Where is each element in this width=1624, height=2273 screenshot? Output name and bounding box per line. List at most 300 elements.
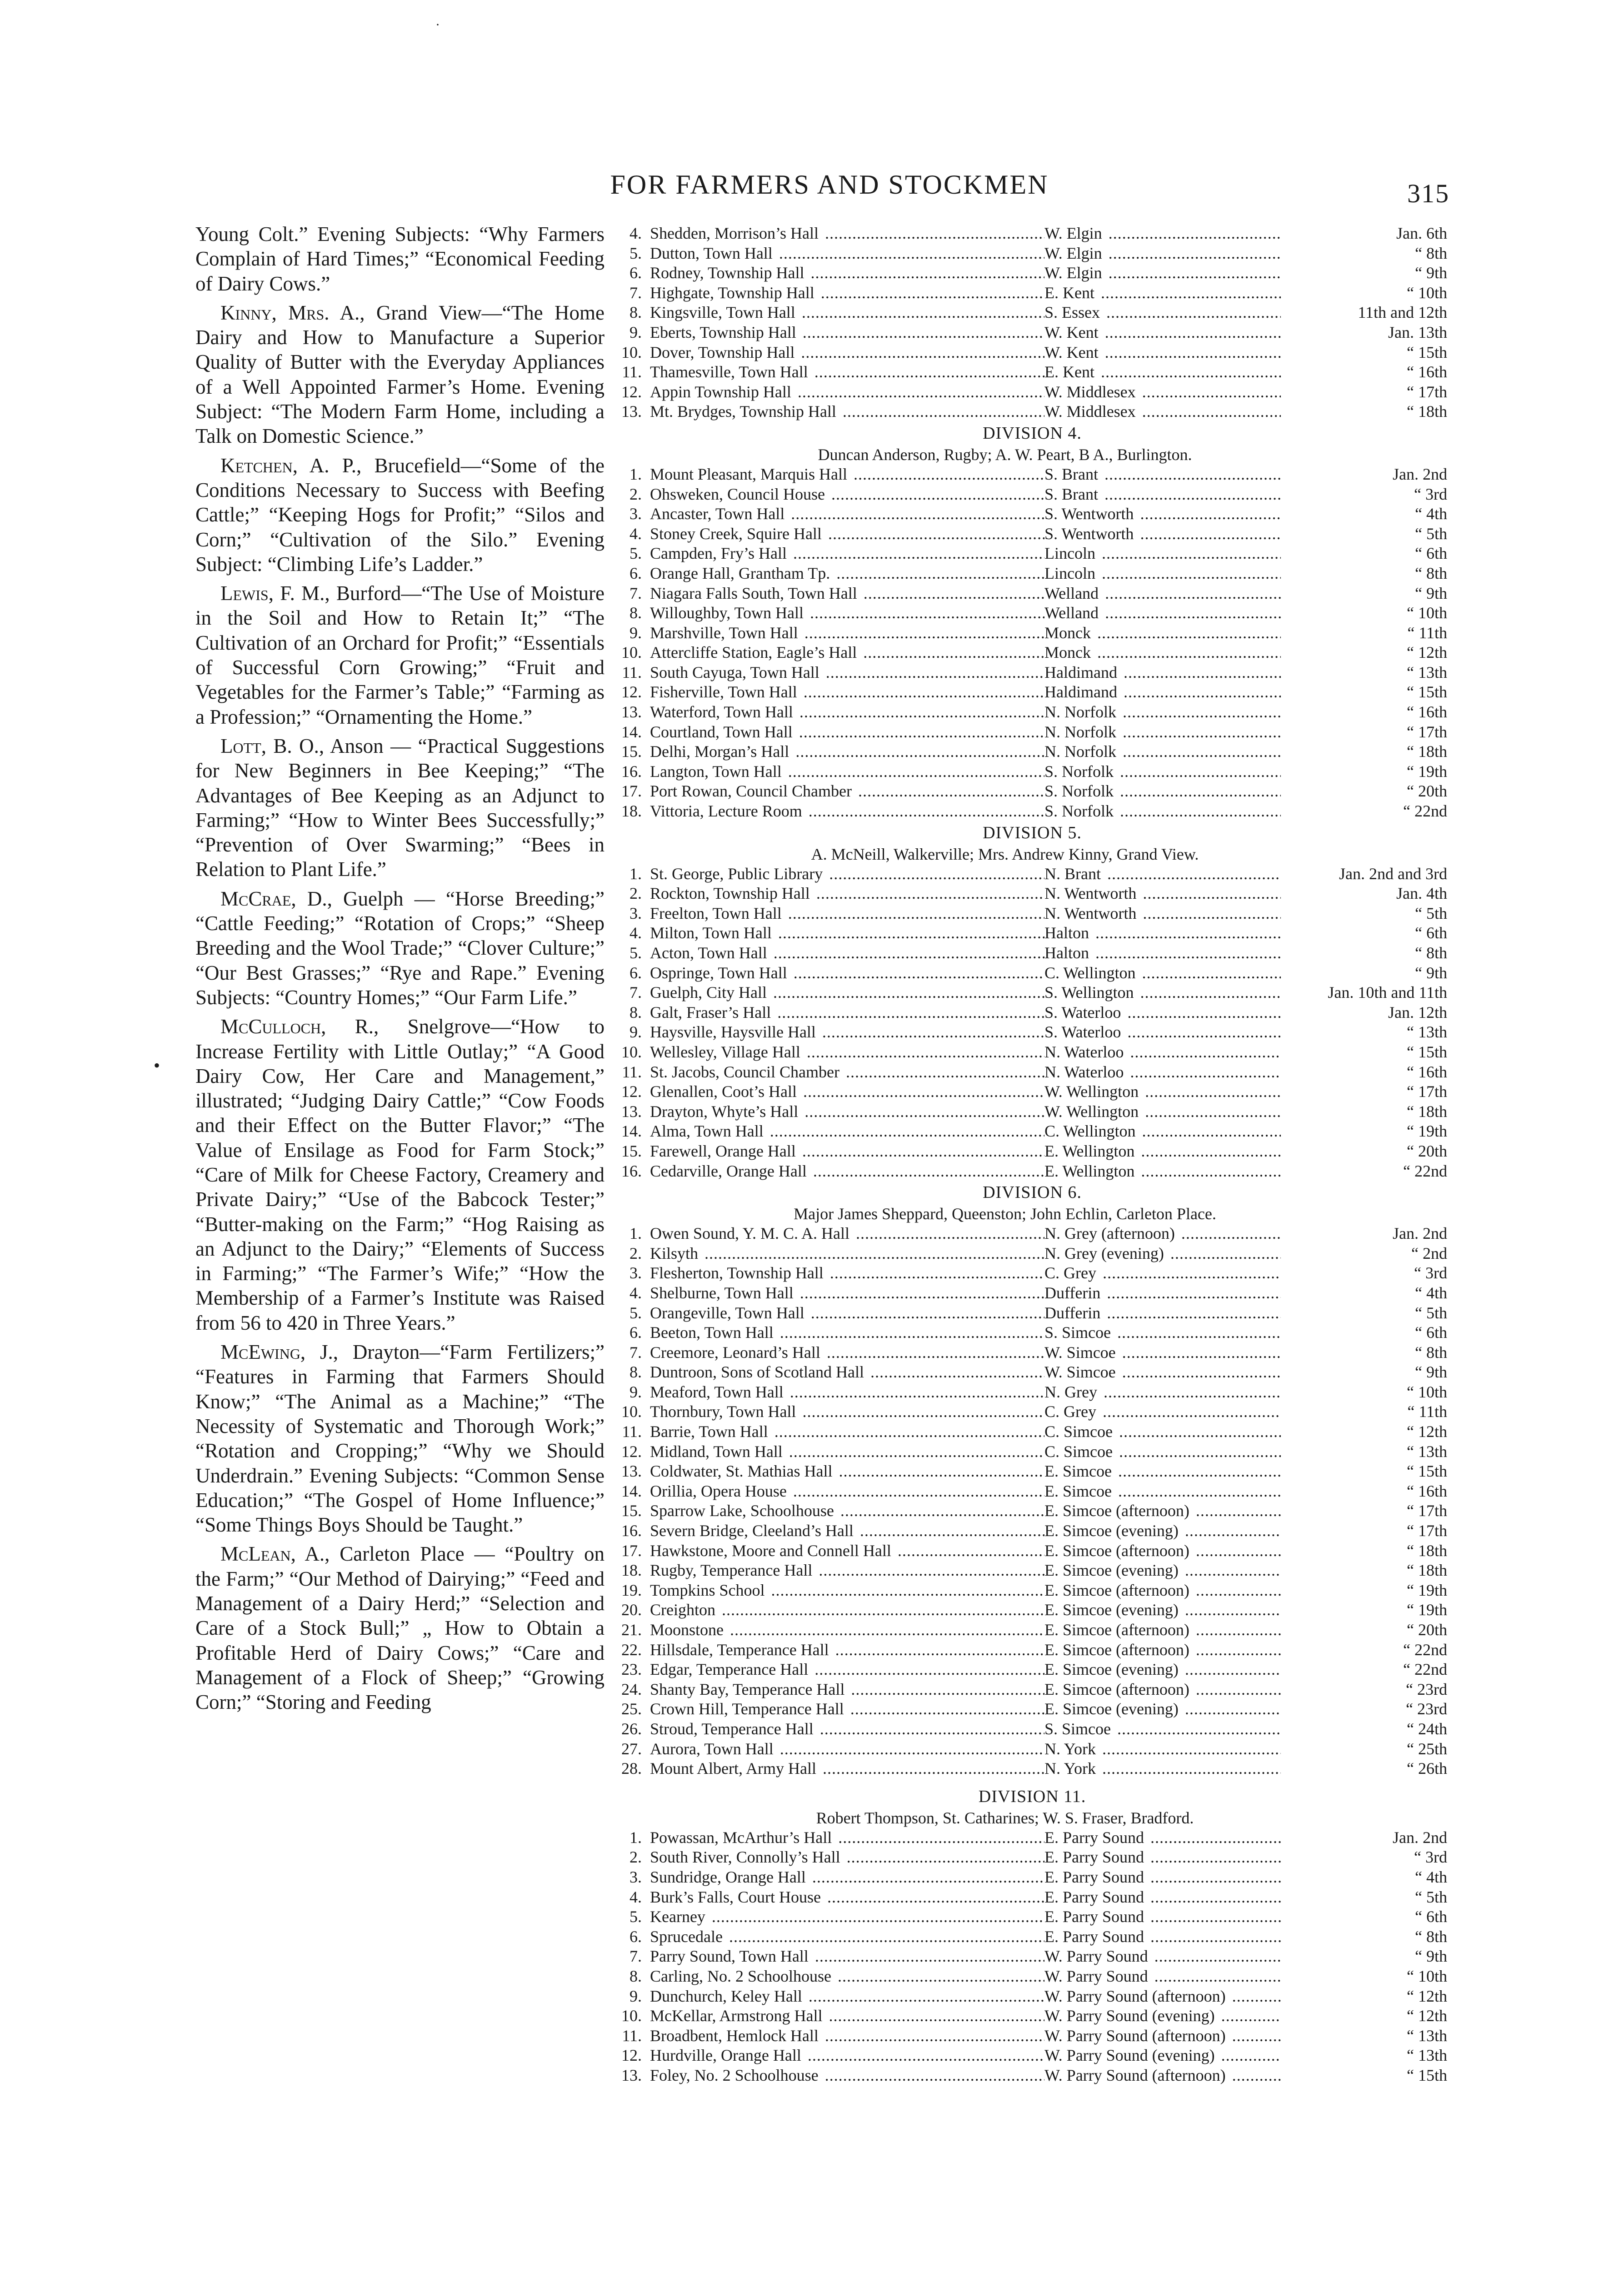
meeting-place-cell <box>650 1482 1054 1502</box>
entry-text: “The Home Dairy and How to Manufacture a Superior Quality of Butter with the Everyday Appliances of a Well Appointed Farmer’s Home. Evening Subject: “The Modern Farm Home, including a Talk on Domestic Science.” <box>195 301 605 448</box>
meeting-date: “ 16th <box>1281 362 1447 382</box>
meeting-place-cell <box>650 1343 1054 1363</box>
meeting-row <box>617 1887 1447 1908</box>
meeting-date: “ 16th <box>1281 1062 1447 1082</box>
meeting-county: W. Parry Sound (afternoon) <box>1044 2027 1228 2045</box>
meeting-place-cell <box>650 1640 1054 1660</box>
meeting-place: Ancaster, Town Hall <box>650 505 786 523</box>
meeting-number: 24. <box>621 1680 642 1698</box>
meeting-row <box>617 1224 1447 1244</box>
meeting-county: E. Simcoe (afternoon) <box>1044 1680 1191 1698</box>
meeting-place: Powassan, McArthur’s Hall <box>650 1828 834 1847</box>
meeting-row <box>617 465 1447 485</box>
meeting-place-cell <box>650 1042 1054 1062</box>
meeting-number: 3. <box>630 904 642 922</box>
meeting-place-cell <box>650 343 1054 363</box>
lecturer-name: Ketchen, A. P., <box>220 454 362 477</box>
meeting-date: “ 16th <box>1281 1482 1447 1502</box>
lecturer-location: Guelph — <box>343 887 435 910</box>
meeting-date: “ 2nd <box>1281 1244 1447 1264</box>
meeting-number: 11. <box>622 663 642 681</box>
meeting-place: Rugby, Temperance Hall <box>650 1561 814 1579</box>
entry-text: “Farm Fertilizers;” “Features in Farming that Farmers Should Know;” “The Animal as a Machine;” “The Necessity of Systematic and Thorough Work;” “Rotation and Cropping;” “Why we Should Underdrain.” Evening Subjects: “Common Sense Education;” “The Gospel of Home Influence;” “Some Things Boys Should be Taught.” <box>195 1341 605 1537</box>
meeting-county: W. Elgin <box>1044 264 1104 282</box>
meeting-number: 12. <box>621 683 642 701</box>
meeting-county: E. Simcoe (afternoon) <box>1044 1621 1191 1639</box>
lecturer-entry <box>195 300 605 449</box>
meeting-place-cell <box>650 742 1054 762</box>
meeting-row <box>617 1422 1447 1442</box>
meeting-place-cell <box>650 564 1054 584</box>
meeting-place: Acton, Town Hall <box>650 944 769 962</box>
meeting-place: Haysville, Haysville Hall <box>650 1023 818 1041</box>
meeting-county: E. Simcoe (evening) <box>1044 1601 1180 1619</box>
meeting-row <box>617 2026 1447 2046</box>
meeting-place-cell <box>650 485 1054 505</box>
meeting-number: 16. <box>621 762 642 781</box>
meeting-row <box>617 1042 1447 1062</box>
meeting-date: “ 18th <box>1281 402 1447 422</box>
meeting-row <box>617 781 1447 801</box>
lecturer-location: Burford— <box>336 582 422 605</box>
meeting-date: “ 12th <box>1281 643 1447 663</box>
meeting-number: 4. <box>630 924 642 942</box>
meeting-place-cell <box>650 762 1054 782</box>
meeting-place-cell <box>650 1224 1054 1244</box>
lecturer-name: McEwing, J., <box>220 1341 339 1364</box>
division-heading: DIVISION 11. <box>978 1787 1086 1806</box>
meeting-date: “ 17th <box>1281 722 1447 742</box>
meeting-county: W. Parry Sound (afternoon) <box>1044 2066 1228 2084</box>
meeting-place: Farewell, Orange Hall <box>650 1142 798 1160</box>
meeting-place-cell <box>650 382 1054 402</box>
meeting-place: St. George, Public Library <box>650 865 824 883</box>
meeting-county: S. Wellington <box>1044 983 1135 1001</box>
meeting-place: Sundridge, Orange Hall <box>650 1868 808 1886</box>
meeting-number: 1. <box>630 1828 642 1847</box>
meeting-county: E. Parry Sound <box>1044 1868 1146 1886</box>
meeting-place-cell <box>650 1402 1054 1422</box>
meeting-county: E. Simcoe <box>1044 1482 1114 1500</box>
lecturer-entry <box>195 581 605 729</box>
meeting-county: C. Grey <box>1044 1402 1098 1421</box>
meeting-county: S. Wentworth <box>1044 505 1135 523</box>
meeting-place-cell <box>650 1561 1054 1581</box>
meeting-number: 19. <box>621 1581 642 1599</box>
meeting-row <box>617 1402 1447 1422</box>
meeting-place: Broadbent, Hemlock Hall <box>650 2027 820 2045</box>
meeting-number: 7. <box>630 1947 642 1966</box>
meeting-county: S. Wentworth <box>1044 525 1135 543</box>
meeting-row <box>617 603 1447 623</box>
meeting-date: “ 17th <box>1281 1082 1447 1102</box>
meeting-place: South Cayuga, Town Hall <box>650 663 821 681</box>
lecturer-name: McCulloch, R., <box>220 1015 379 1038</box>
meeting-county: S. Norfolk <box>1044 802 1115 820</box>
meeting-place-cell <box>650 1501 1054 1521</box>
meeting-date: “ 23rd <box>1281 1699 1447 1719</box>
meeting-number: 17. <box>621 1541 642 1560</box>
division-heading: DIVISION 5. <box>983 823 1082 842</box>
meeting-place-cell <box>650 682 1054 702</box>
meeting-number: 14. <box>621 1122 642 1141</box>
meeting-county: Halton <box>1044 944 1091 962</box>
meeting-number: 22. <box>621 1640 642 1659</box>
meeting-place-cell <box>650 263 1054 283</box>
meeting-place-cell <box>650 1541 1054 1561</box>
lecturer-name: Lott, B. O., <box>220 734 325 757</box>
meeting-date: “ 12th <box>1281 2006 1447 2026</box>
meeting-county: S. Brant <box>1044 485 1100 503</box>
meeting-county: E. Parry Sound <box>1044 1848 1146 1866</box>
meeting-place: Ohsweken, Council House <box>650 485 827 503</box>
entry-text: Young Colt.” Evening Subjects: “Why Farmers Complain of Hard Times;” “Economical Feeding of Dairy Cows.” <box>195 223 605 295</box>
meeting-place-cell <box>650 1082 1054 1102</box>
meeting-number: 5. <box>630 244 642 262</box>
meeting-number: 4. <box>630 224 642 242</box>
meeting-number: 9. <box>630 323 642 341</box>
meeting-county: S. Norfolk <box>1044 762 1115 781</box>
meeting-row <box>617 244 1447 264</box>
meeting-number: 4. <box>630 1283 642 1302</box>
meeting-county: E. Parry Sound <box>1044 1888 1146 1906</box>
lecturer-entry <box>195 886 605 1010</box>
meeting-place-cell <box>650 1142 1054 1162</box>
meeting-row <box>617 943 1447 963</box>
meeting-date: Jan. 13th <box>1281 323 1447 343</box>
meeting-county: W. Simcoe <box>1044 1343 1118 1362</box>
meeting-number: 6. <box>630 1927 642 1946</box>
division-lecturers: Robert Thompson, St. Catharines; W. S. Fraser, Bradford. <box>816 1808 1194 1827</box>
meeting-county: Dufferin <box>1044 1284 1102 1302</box>
meeting-place-cell <box>650 544 1054 564</box>
meeting-county: W. Middlesex <box>1044 402 1138 421</box>
meeting-date: “ 5th <box>1281 1303 1447 1323</box>
meetings-schedule-column <box>617 224 1447 2085</box>
lecturer-entry <box>195 1340 605 1537</box>
meeting-county: Dufferin <box>1044 1304 1102 1322</box>
meeting-county: Monck <box>1044 643 1093 661</box>
meeting-place-cell <box>650 1847 1054 1867</box>
meeting-row <box>617 1541 1447 1561</box>
meeting-place-cell <box>650 663 1054 683</box>
meeting-number: 7. <box>630 983 642 1002</box>
meeting-number: 10. <box>621 1402 642 1421</box>
division-4-meetings <box>617 465 1447 821</box>
meeting-county: E. Simcoe (afternoon) <box>1044 1502 1191 1520</box>
meeting-county: W. Parry Sound (evening) <box>1044 2046 1217 2064</box>
meeting-place-cell <box>650 1442 1054 1462</box>
meeting-place: Sprucedale <box>650 1928 725 1946</box>
meeting-row <box>617 382 1447 402</box>
running-title: FOR FARMERS AND STOCKMEN <box>610 170 1049 200</box>
meeting-row <box>617 742 1447 762</box>
meeting-place: Sparrow Lake, Schoolhouse <box>650 1502 836 1520</box>
meeting-date: “ 12th <box>1281 1987 1447 2007</box>
meeting-date: “ 5th <box>1281 904 1447 924</box>
meeting-number: 8. <box>630 1967 642 1985</box>
meeting-number: 10. <box>621 2007 642 2025</box>
meeting-place: Freelton, Town Hall <box>650 904 784 922</box>
meeting-place: Dunchurch, Keley Hall <box>650 1987 804 2005</box>
meeting-place: Guelph, City Hall <box>650 983 769 1001</box>
meeting-county: E. Wellington <box>1044 1162 1136 1180</box>
meeting-number: 2. <box>630 1244 642 1262</box>
meeting-place-cell <box>650 1867 1054 1887</box>
meeting-date: “ 15th <box>1281 1042 1447 1062</box>
meeting-row <box>617 1382 1447 1402</box>
entry-text: “How to Increase Fertility with Little Outlay;” “A Good Dairy Cow, Her Care and Management,” illustrated; “Judging Dairy Cattle;” “Cow Foods and their Effect on the Butter Flavor;” “The Value of Ensilage as Food for Farm Stock;” “Care of Milk for Cheese Factory, Creamery and Private Dairy;” “Use of the Babcock Tester;” “Butter-making on the Farm;” “Hog Raising as an Adjunct to the Dairy;” “Elements of Success in Farming;” “The Farmer’s Wife;” “How the Membership of a Farmer’s Institute was Raised from 56 to 420 in Three Years.” <box>195 1015 605 1334</box>
meeting-row <box>617 1987 1447 2007</box>
meeting-date: “ 22nd <box>1281 1640 1447 1660</box>
meeting-number: 12. <box>621 1442 642 1461</box>
meeting-place: Coldwater, St. Mathias Hall <box>650 1462 834 1480</box>
meeting-place-cell <box>650 864 1054 884</box>
margin-mark: • <box>154 1055 160 1076</box>
meeting-date: “ 18th <box>1281 742 1447 762</box>
meeting-number: 8. <box>630 1363 642 1382</box>
meeting-place-cell <box>650 963 1054 983</box>
meeting-date: “ 12th <box>1281 1422 1447 1442</box>
meeting-row <box>617 1719 1447 1739</box>
meeting-date: “ 4th <box>1281 1867 1447 1887</box>
meeting-date: “ 6th <box>1281 923 1447 943</box>
meeting-place: Alma, Town Hall <box>650 1122 765 1140</box>
meeting-row <box>617 402 1447 422</box>
meeting-row <box>617 643 1447 663</box>
meeting-place: Wellesley, Village Hall <box>650 1043 802 1061</box>
meeting-county: Halton <box>1044 924 1091 942</box>
meeting-number: 23. <box>621 1660 642 1679</box>
meeting-place-cell <box>650 801 1054 821</box>
meeting-number: 7. <box>630 584 642 602</box>
meeting-date: “ 8th <box>1281 943 1447 963</box>
meeting-date: “ 18th <box>1281 1561 1447 1581</box>
meeting-date: “ 8th <box>1281 244 1447 264</box>
meeting-place: Orangeville, Town Hall <box>650 1304 806 1322</box>
meeting-place: Crown Hill, Temperance Hall <box>650 1700 846 1718</box>
meeting-date: “ 10th <box>1281 1967 1447 1987</box>
meeting-place-cell <box>650 1719 1054 1739</box>
meeting-number: 13. <box>621 1462 642 1481</box>
meeting-place: Flesherton, Township Hall <box>650 1264 825 1282</box>
meeting-date: “ 15th <box>1281 1462 1447 1482</box>
meeting-place-cell <box>650 584 1054 604</box>
meeting-place-cell <box>650 1462 1054 1482</box>
meeting-place: Cedarville, Orange Hall <box>650 1162 809 1180</box>
meeting-place-cell <box>650 1739 1054 1759</box>
meeting-county: N. York <box>1044 1759 1098 1777</box>
meeting-county: W. Parry Sound (evening) <box>1044 2007 1217 2025</box>
meeting-place: Burk’s Falls, Court House <box>650 1888 823 1906</box>
meeting-row <box>617 1867 1447 1887</box>
meeting-county: W. Kent <box>1044 323 1100 341</box>
meeting-date: “ 24th <box>1281 1719 1447 1739</box>
meeting-place-cell <box>650 1283 1054 1303</box>
meeting-number: 5. <box>630 944 642 962</box>
meeting-county: W. Parry Sound <box>1044 1947 1150 1965</box>
meeting-row <box>617 884 1447 904</box>
meeting-place-cell <box>650 224 1054 244</box>
meeting-county: W. Middlesex <box>1044 383 1138 401</box>
page-number: 315 <box>1407 179 1449 208</box>
meeting-county: E. Kent <box>1044 284 1096 302</box>
meeting-date: “ 17th <box>1281 382 1447 402</box>
meeting-row <box>617 1680 1447 1700</box>
meeting-date: Jan. 2nd <box>1281 1828 1447 1848</box>
meeting-number: 26. <box>621 1719 642 1738</box>
meeting-date: “ 17th <box>1281 1501 1447 1521</box>
meeting-row <box>617 1620 1447 1640</box>
meeting-row <box>617 1521 1447 1541</box>
meeting-county: N. Grey (afternoon) <box>1044 1224 1177 1242</box>
meeting-place-cell <box>650 2006 1054 2026</box>
meeting-date: “ 4th <box>1281 1283 1447 1303</box>
meeting-county: N. Grey <box>1044 1383 1099 1401</box>
meeting-date: “ 19th <box>1281 1600 1447 1620</box>
meeting-row <box>617 362 1447 382</box>
meeting-date: “ 9th <box>1281 963 1447 983</box>
meeting-row <box>617 1660 1447 1680</box>
meeting-number: 1. <box>630 864 642 883</box>
division-heading: DIVISION 6. <box>983 1183 1082 1202</box>
meeting-place: Marshville, Town Hall <box>650 624 800 642</box>
meeting-number: 6. <box>630 264 642 282</box>
meeting-place-cell <box>650 643 1054 663</box>
meeting-place-cell <box>650 1828 1054 1848</box>
meeting-number: 6. <box>630 1323 642 1342</box>
meeting-county: N. Norfolk <box>1044 723 1118 741</box>
meeting-number: 25. <box>621 1700 642 1718</box>
meeting-number: 12. <box>621 1082 642 1101</box>
meeting-number: 15. <box>621 1502 642 1520</box>
meeting-row <box>617 963 1447 983</box>
meeting-county: Monck <box>1044 624 1093 642</box>
meeting-row <box>617 544 1447 564</box>
meeting-place-cell <box>650 303 1054 323</box>
meeting-county: S. Simcoe <box>1044 1720 1113 1738</box>
meeting-row <box>617 1462 1447 1482</box>
meeting-place-cell <box>650 1581 1054 1601</box>
meeting-place: Fisherville, Town Hall <box>650 683 799 701</box>
meeting-row <box>617 1283 1447 1303</box>
meeting-number: 2. <box>630 884 642 903</box>
meeting-county: E. Simcoe (evening) <box>1044 1660 1180 1678</box>
meeting-row <box>617 1142 1447 1162</box>
meeting-number: 11. <box>622 1422 642 1441</box>
meeting-row <box>617 1967 1447 1987</box>
meeting-place: Hurdville, Orange Hall <box>650 2046 803 2064</box>
meeting-place: Langton, Town Hall <box>650 762 784 781</box>
lecturer-location: Grand View— <box>376 301 502 324</box>
meeting-place-cell <box>650 1062 1054 1082</box>
meeting-number: 15. <box>621 1142 642 1160</box>
meeting-row <box>617 1102 1447 1122</box>
meeting-county: N. Norfolk <box>1044 742 1118 761</box>
meeting-date: “ 15th <box>1281 2066 1447 2086</box>
lecturer-location: Snelgrove— <box>407 1015 511 1038</box>
meeting-place: Owen Sound, Y. M. C. A. Hall <box>650 1224 851 1242</box>
meeting-place: Severn Bridge, Cleeland’s Hall <box>650 1522 855 1540</box>
meeting-county: N. Wentworth <box>1044 884 1138 902</box>
meeting-row <box>617 263 1447 283</box>
meeting-row <box>617 1600 1447 1620</box>
meeting-county: Lincoln <box>1044 564 1097 582</box>
meeting-date: “ 6th <box>1281 1323 1447 1343</box>
meeting-place: Rockton, Township Hall <box>650 884 812 902</box>
lecturer-location: Drayton— <box>352 1341 440 1364</box>
meeting-place-cell <box>650 722 1054 742</box>
meeting-place: Port Rowan, Council Chamber <box>650 782 854 800</box>
meeting-place: Foley, No. 2 Schoolhouse <box>650 2066 820 2084</box>
meeting-date: “ 17th <box>1281 1521 1447 1541</box>
meeting-place-cell <box>650 244 1054 264</box>
meeting-number: 3. <box>630 1264 642 1282</box>
meeting-place: Shelburne, Town Hall <box>650 1284 795 1302</box>
meeting-row <box>617 485 1447 505</box>
division-6-meetings <box>617 1224 1447 1779</box>
meeting-number: 8. <box>630 604 642 622</box>
meeting-date: “ 22nd <box>1281 1162 1447 1182</box>
meeting-place: St. Jacobs, Council Chamber <box>650 1063 841 1081</box>
meeting-county: E. Simcoe (afternoon) <box>1044 1542 1191 1560</box>
entry-text: “The Use of Moisture in the Soil and How to Retain It;” “The Cultivation of an Orchard for Profit;” “Essentials of Successful Corn Growing;” “Fruit and Vegetables for the Farmer’s Table;” “Farming as a Profession;” “Ornamenting the Home.” <box>195 582 605 728</box>
entry-text: “Poultry on the Farm;” “Our Method of Dairying;” “Feed and Management of a Dairy Herd;” “Selection and Care of a Stock Bull;” „ How to Obtain a Profitable Herd of Dairy Cows;” “Care and Management of a Flock of Sheep;” “Growing Corn;” “Storing and Feeding <box>195 1542 605 1714</box>
meeting-number: 9. <box>630 1382 642 1401</box>
meeting-place: Beeton, Town Hall <box>650 1323 775 1342</box>
meeting-date: “ 8th <box>1281 1343 1447 1363</box>
meeting-row <box>617 584 1447 604</box>
meeting-number: 12. <box>621 382 642 401</box>
lecturer-entry <box>195 222 605 296</box>
meeting-county: S. Norfolk <box>1044 782 1115 800</box>
meeting-row <box>617 702 1447 722</box>
meeting-place: Rodney, Township Hall <box>650 264 806 282</box>
meeting-number: 9. <box>630 1987 642 2005</box>
meeting-place: Tompkins School <box>650 1581 767 1599</box>
meeting-date: “ 20th <box>1281 1142 1447 1162</box>
meeting-date: “ 22nd <box>1281 801 1447 821</box>
meeting-place: Midland, Town Hall <box>650 1442 785 1461</box>
meeting-place-cell <box>650 623 1054 643</box>
section-gap <box>617 1779 1447 1785</box>
meeting-number: 12. <box>621 2046 642 2065</box>
meeting-number: 5. <box>630 544 642 563</box>
meeting-county: S. Simcoe <box>1044 1323 1113 1342</box>
entry-text: “Horse Breeding;” “Cattle Feeding;” “Rotation of Crops;” “Sheep Breeding and the Wool Trade;” “Clover Culture;” “Our Best Grasses;” “Rye and Rape.” Evening Subjects: “Country Homes;” “Our Farm Life.” <box>195 887 605 1009</box>
meeting-place: Creighton <box>650 1601 717 1619</box>
meeting-place-cell <box>650 1907 1054 1927</box>
meeting-county: W. Parry Sound <box>1044 1967 1150 1985</box>
meeting-place-cell <box>650 603 1054 623</box>
meeting-place-cell <box>650 1887 1054 1908</box>
lecturer-list-column <box>195 222 605 1719</box>
meeting-row <box>617 1343 1447 1363</box>
meeting-date: “ 11th <box>1281 623 1447 643</box>
division-lecturers: Major James Sheppard, Queenston; John Echlin, Carleton Place. <box>794 1205 1216 1223</box>
meeting-number: 4. <box>630 1887 642 1906</box>
meeting-number: 18. <box>621 802 642 821</box>
meeting-place: Edgar, Temperance Hall <box>650 1660 810 1678</box>
meeting-place: Delhi, Morgan’s Hall <box>650 742 791 761</box>
meeting-date: “ 13th <box>1281 663 1447 683</box>
meeting-place-cell <box>650 1759 1054 1779</box>
meeting-county: Haldimand <box>1044 683 1119 701</box>
lecturer-location: Brucefield— <box>374 454 481 477</box>
meeting-county: E. Parry Sound <box>1044 1928 1146 1946</box>
meeting-number: 14. <box>621 1482 642 1500</box>
meeting-date: Jan. 2nd and 3rd <box>1281 864 1447 884</box>
